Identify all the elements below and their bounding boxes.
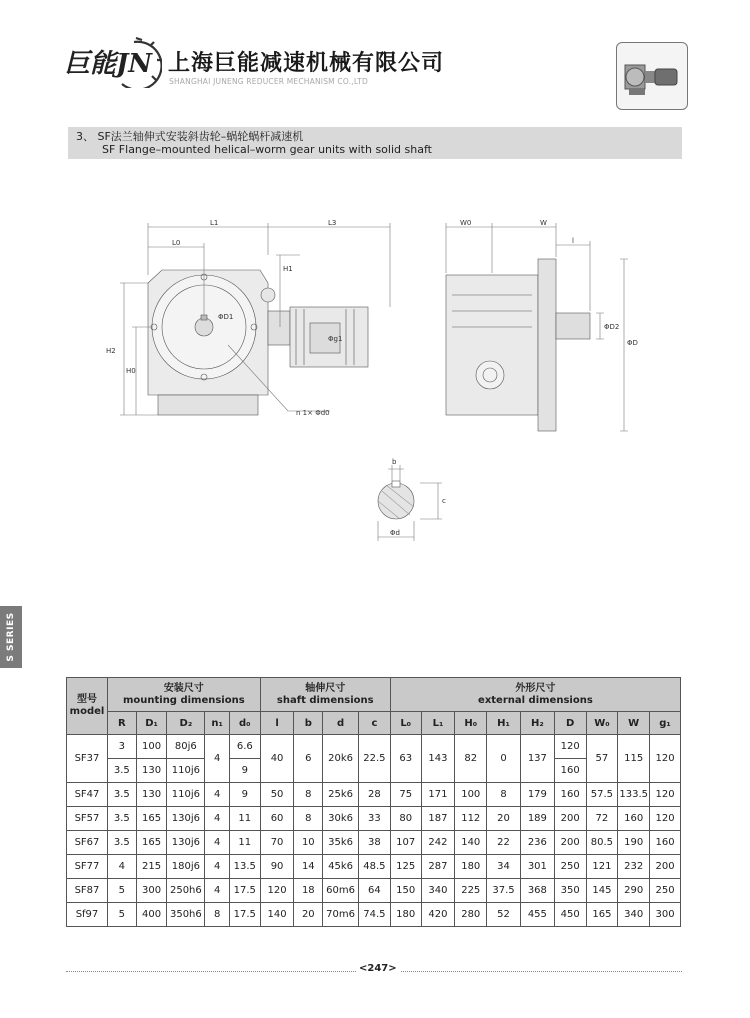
value-cell: 50 (260, 783, 294, 807)
section-title-en: SF Flange–mounted helical–worm gear units with solid shaft (102, 143, 432, 156)
value-cell: 280 (455, 903, 487, 927)
value-cell: 121 (586, 855, 618, 879)
svg-text:l: l (572, 237, 574, 245)
value-cell: 11 (229, 831, 260, 855)
value-cell: 160 (650, 831, 681, 855)
value-cell: 300 (136, 879, 167, 903)
value-cell: 10 (294, 831, 323, 855)
model-cell: SF87 (67, 879, 108, 903)
value-cell: 368 (520, 879, 554, 903)
value-cell: 110j6 (167, 783, 205, 807)
value-cell: 133.5 (618, 783, 650, 807)
value-cell: 5 (107, 903, 136, 927)
value-cell: 4 (205, 879, 230, 903)
value-cell: 200 (650, 855, 681, 879)
table-row (67, 855, 681, 879)
table-row: SF37 3 100 80j6 4 6.6 40 6 20k6 22.5 63 143 82 0 137 120 57 115 120 (67, 735, 681, 759)
value-cell: 34 (487, 855, 521, 879)
value-cell: 80 (390, 807, 421, 831)
value-cell: 125 (390, 855, 421, 879)
value-cell: 340 (421, 879, 455, 903)
value-cell: 48.5 (359, 855, 391, 879)
value-cell: 72 (586, 807, 618, 831)
svg-text:ΦD1: ΦD1 (218, 313, 234, 321)
value-cell: 236 (520, 831, 554, 855)
value-cell: 112 (455, 807, 487, 831)
value-cell: 80.5 (586, 831, 618, 855)
value-cell: 8 (294, 807, 323, 831)
svg-text:ΦD: ΦD (627, 339, 638, 347)
value-cell: 8 (205, 903, 230, 927)
value-cell: 60 (260, 807, 294, 831)
model-cell: SF67 (67, 831, 108, 855)
table-row: 3.5 130 110j6 9 160 (67, 759, 681, 783)
value-cell: 64 (359, 879, 391, 903)
value-cell: 8 (294, 783, 323, 807)
section-title-cn: 3、 SF法兰轴伸式安装斜齿轮–蜗轮蜗杆减速机 (76, 130, 304, 143)
value-cell: 232 (618, 855, 650, 879)
model-cell: Sf97 (67, 903, 108, 927)
product-thumbnail (616, 42, 688, 110)
value-cell: 18 (294, 879, 323, 903)
svg-text:W0: W0 (460, 219, 472, 227)
model-cell: SF77 (67, 855, 108, 879)
value-cell: 450 (554, 903, 586, 927)
value-cell: 22 (487, 831, 521, 855)
value-cell: 455 (520, 903, 554, 927)
header-external: 外形尺寸 external dimensions (390, 678, 680, 712)
value-cell: 290 (618, 879, 650, 903)
value-cell: 33 (359, 807, 391, 831)
dimensions-table (66, 677, 681, 927)
value-cell: 190 (618, 831, 650, 855)
value-cell: 287 (421, 855, 455, 879)
value-cell: 35k6 (323, 831, 359, 855)
svg-text:L3: L3 (328, 219, 337, 227)
value-cell: 17.5 (229, 879, 260, 903)
value-cell: 38 (359, 831, 391, 855)
company-logo (62, 36, 162, 88)
value-cell: 90 (260, 855, 294, 879)
gear-unit-drawing (100, 215, 640, 435)
value-cell: 4 (205, 783, 230, 807)
svg-text:ΦD2: ΦD2 (604, 323, 620, 331)
value-cell: 5 (107, 879, 136, 903)
value-cell: 9 (229, 783, 260, 807)
value-cell: 350h6 (167, 903, 205, 927)
value-cell: 200 (554, 831, 586, 855)
value-cell: 57.5 (586, 783, 618, 807)
value-cell: 120 (260, 879, 294, 903)
value-cell: 11 (229, 807, 260, 831)
value-cell: 180 (455, 855, 487, 879)
table-row (67, 807, 681, 831)
value-cell: 70m6 (323, 903, 359, 927)
value-cell: 70 (260, 831, 294, 855)
svg-text:W: W (540, 219, 547, 227)
svg-text:Φg1: Φg1 (328, 335, 343, 343)
value-cell: 14 (294, 855, 323, 879)
value-cell: 52 (487, 903, 521, 927)
value-cell: 242 (421, 831, 455, 855)
table-row (67, 903, 681, 927)
value-cell: 180 (390, 903, 421, 927)
value-cell: 20 (294, 903, 323, 927)
value-cell: 165 (136, 807, 167, 831)
value-cell: 4 (205, 831, 230, 855)
value-cell: 4 (107, 855, 136, 879)
value-cell: 171 (421, 783, 455, 807)
table-row (67, 831, 681, 855)
value-cell: 120 (650, 783, 681, 807)
value-cell: 145 (586, 879, 618, 903)
value-cell: 120 (650, 807, 681, 831)
column-header-row: R D₁ D₂ n₁ d₀ l b d c L₀ L₁ H₀ H₁ H₂ D W₀ W g₁ (67, 712, 681, 735)
svg-text:H0: H0 (126, 367, 136, 375)
value-cell: 130j6 (167, 831, 205, 855)
shaft-section-drawing (360, 455, 450, 545)
value-cell: 180j6 (167, 855, 205, 879)
svg-text:H1: H1 (283, 265, 293, 273)
value-cell: 215 (136, 855, 167, 879)
value-cell: 420 (421, 903, 455, 927)
value-cell: 17.5 (229, 903, 260, 927)
value-cell: 74.5 (359, 903, 391, 927)
svg-text:c: c (442, 497, 446, 505)
value-cell: 165 (586, 903, 618, 927)
value-cell: 189 (520, 807, 554, 831)
svg-text:b: b (392, 458, 397, 466)
value-cell: 250 (650, 879, 681, 903)
value-cell: 160 (554, 783, 586, 807)
header-model: 型号 model (67, 678, 108, 735)
svg-text:H2: H2 (106, 347, 116, 355)
value-cell: 400 (136, 903, 167, 927)
svg-text:n 1× Φd0: n 1× Φd0 (296, 409, 330, 417)
svg-text:Φd: Φd (390, 529, 400, 537)
value-cell: 187 (421, 807, 455, 831)
table-row (67, 879, 681, 903)
value-cell: 45k6 (323, 855, 359, 879)
value-cell: 75 (390, 783, 421, 807)
value-cell: 350 (554, 879, 586, 903)
value-cell: 160 (618, 807, 650, 831)
value-cell: 179 (520, 783, 554, 807)
value-cell: 340 (618, 903, 650, 927)
svg-text:L0: L0 (172, 239, 181, 247)
value-cell: 301 (520, 855, 554, 879)
value-cell: 3.5 (107, 783, 136, 807)
value-cell: 150 (390, 879, 421, 903)
value-cell: 250h6 (167, 879, 205, 903)
svg-text:L1: L1 (210, 219, 219, 227)
value-cell: 130j6 (167, 807, 205, 831)
model-cell: SF47 (67, 783, 108, 807)
value-cell: 107 (390, 831, 421, 855)
series-side-tab: S SERIES (0, 606, 22, 668)
page-number: <247> (356, 963, 400, 974)
value-cell: 60m6 (323, 879, 359, 903)
value-cell: 140 (455, 831, 487, 855)
header-shaft: 轴伸尺寸 shaft dimensions (260, 678, 390, 712)
value-cell: 20 (487, 807, 521, 831)
value-cell: 100 (455, 783, 487, 807)
value-cell: 37.5 (487, 879, 521, 903)
company-name-en: SHANGHAI JUNENG REDUCER MECHANISM CO.,LTD (169, 77, 368, 86)
value-cell: 25k6 (323, 783, 359, 807)
value-cell: 225 (455, 879, 487, 903)
value-cell: 250 (554, 855, 586, 879)
value-cell: 4 (205, 855, 230, 879)
svg-text:巨能JN: 巨能JN (64, 49, 153, 79)
value-cell: 3.5 (107, 807, 136, 831)
value-cell: 165 (136, 831, 167, 855)
value-cell: 300 (650, 903, 681, 927)
value-cell: 30k6 (323, 807, 359, 831)
value-cell: 130 (136, 783, 167, 807)
value-cell: 4 (205, 807, 230, 831)
model-cell: SF57 (67, 807, 108, 831)
table-row (67, 783, 681, 807)
value-cell: 8 (487, 783, 521, 807)
header-mounting: 安装尺寸 mounting dimensions (107, 678, 260, 712)
value-cell: 140 (260, 903, 294, 927)
company-name-cn: 上海巨能减速机械有限公司 (168, 51, 445, 76)
value-cell: 28 (359, 783, 391, 807)
value-cell: 13.5 (229, 855, 260, 879)
value-cell: 3.5 (107, 831, 136, 855)
value-cell: 200 (554, 807, 586, 831)
